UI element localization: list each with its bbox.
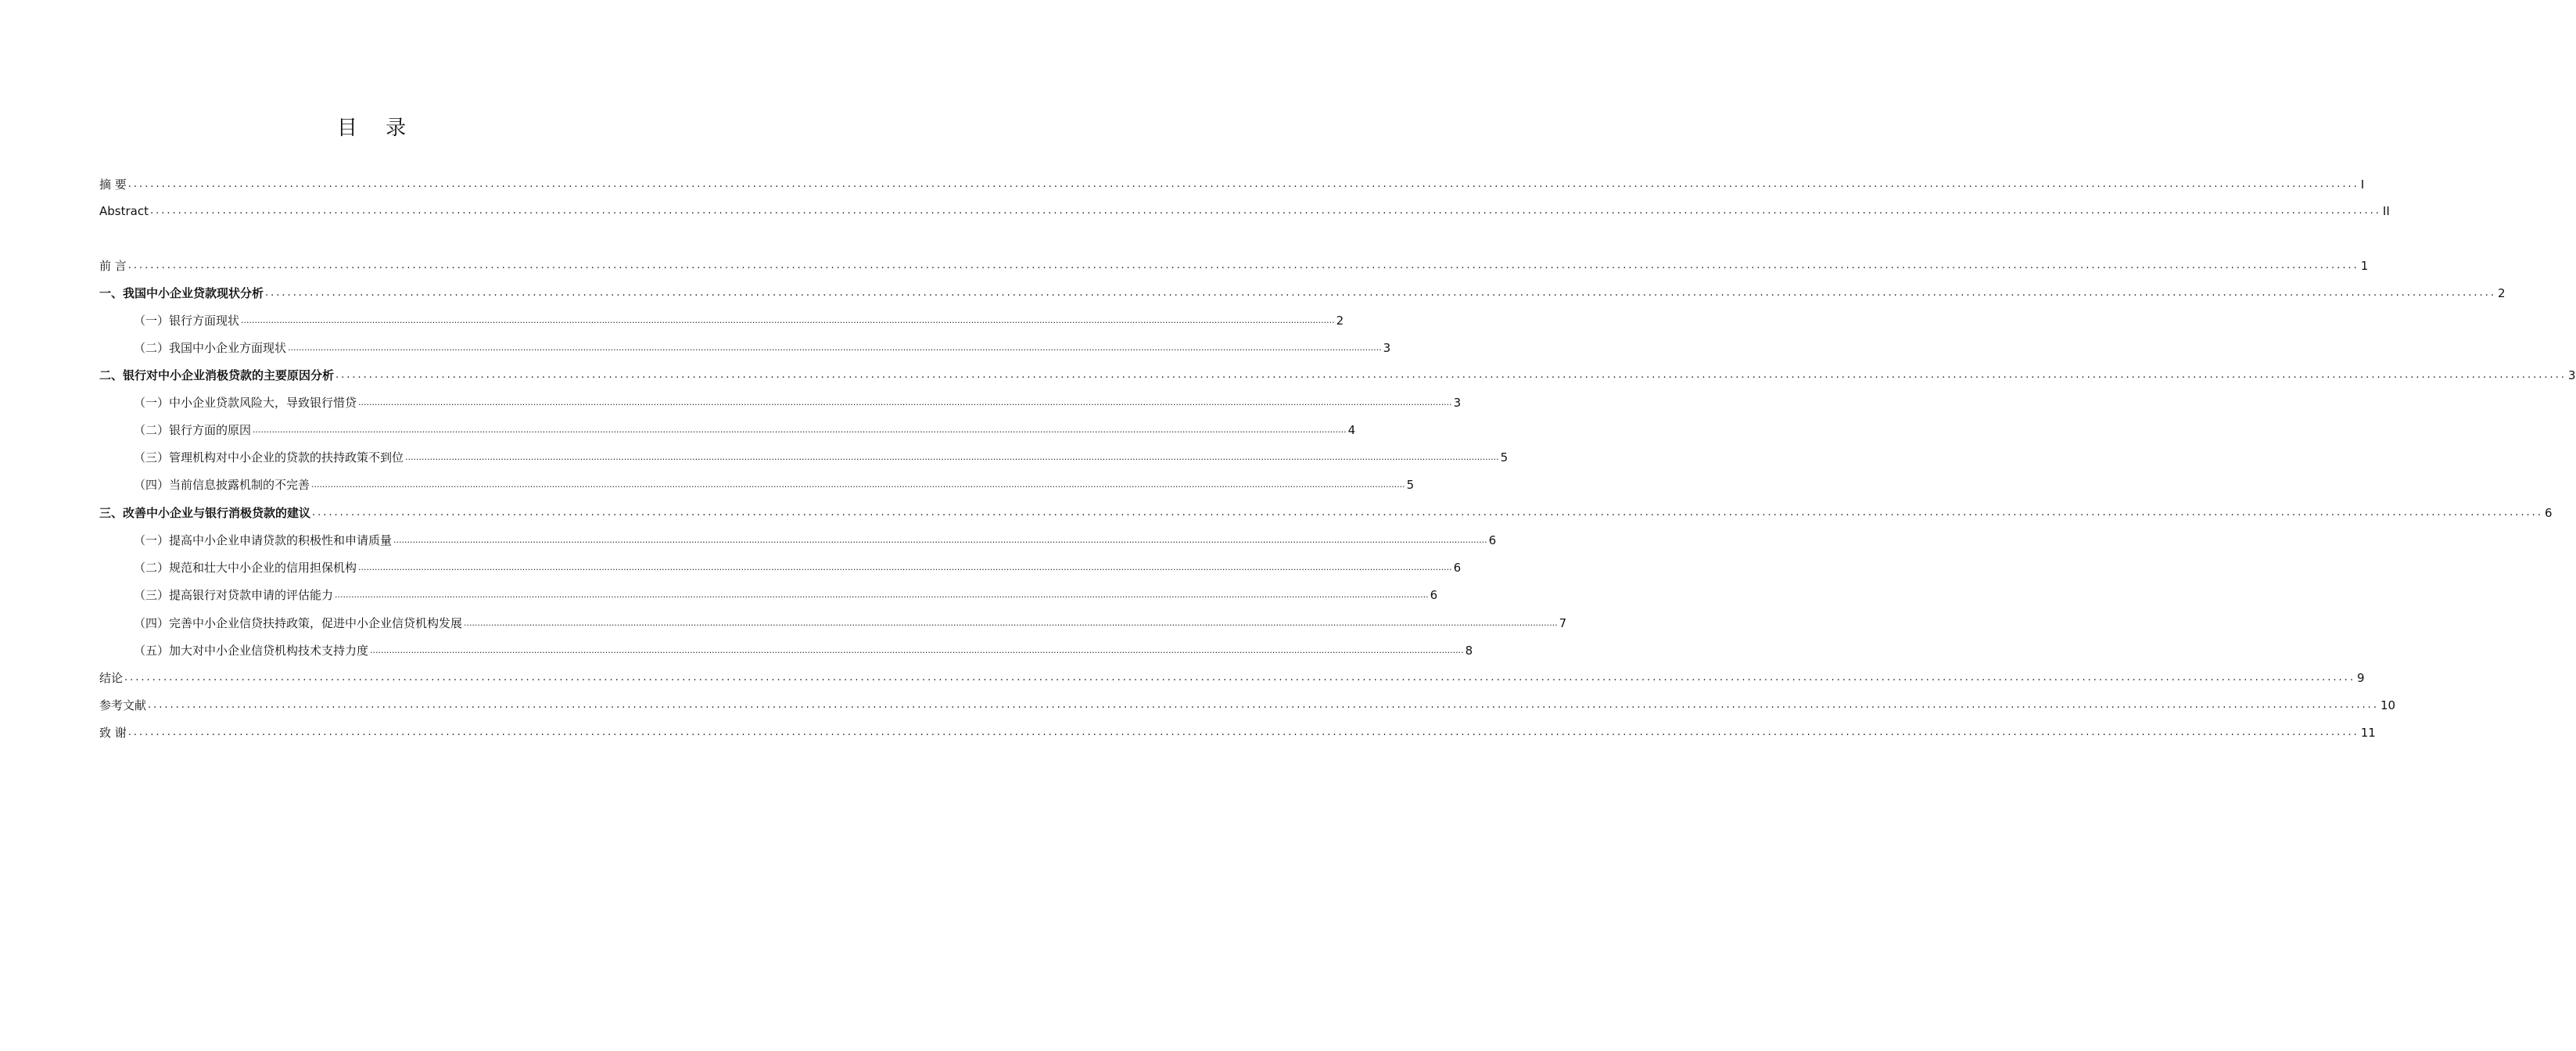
toc-label: （三）管理机构对中小企业的贷款的扶持政策不到位 — [134, 450, 404, 465]
toc-leader-dots: ................................................................................................................................................................................................................................................................................................................................................................................................................ — [370, 645, 1464, 655]
toc-entry-section-2-1[interactable] — [134, 392, 1462, 411]
toc-leader-dots: ................................................................................................................................................................................................................................................................................................................................................................................................................ — [127, 260, 2359, 271]
toc-label: （二）我国中小企业方面现状 — [134, 341, 287, 355]
toc-label: （二）规范和壮大中小企业的信用担保机构 — [134, 561, 357, 575]
toc-entry-acknowledgements[interactable] — [99, 722, 2376, 741]
toc-entry-section-1-2[interactable] — [134, 337, 1391, 356]
toc-entry-section-3-4[interactable] — [134, 612, 1567, 631]
toc-page-number: 5 — [1406, 478, 1415, 492]
toc-leader-dots: ................................................................................................................................................................................................................................................................................................................................................................................................................ — [358, 397, 1452, 407]
toc-entry-abstract-en[interactable] — [99, 200, 2390, 219]
toc-label: Abstract — [99, 204, 149, 218]
toc-page-number: 3 — [1383, 341, 1391, 355]
toc-label: （三）提高银行对贷款申请的评估能力 — [134, 588, 334, 602]
toc-label: 二、银行对中小企业消极贷款的主要原因分析 — [99, 368, 335, 382]
toc-page-number: 3 — [2567, 368, 2576, 382]
toc-leader-dots: ................................................................................................................................................................................................................................................................................................................................................................................................................ — [127, 726, 2359, 738]
toc-page-number: 2 — [1336, 314, 1344, 328]
toc-leader-dots: ................................................................................................................................................................................................................................................................................................................................................................................................................ — [405, 452, 1499, 462]
toc-entry-conclusion[interactable] — [99, 667, 2365, 686]
toc-leader-dots: ................................................................................................................................................................................................................................................................................................................................................................................................................ — [312, 507, 2543, 518]
toc-entry-chapter-3[interactable] — [99, 502, 2553, 521]
toc-entry-abstract-cn[interactable] — [99, 174, 2365, 192]
toc-label: 一、我国中小企业贷款现状分析 — [99, 286, 264, 300]
toc-page-number: 1 — [2360, 259, 2369, 273]
toc-label: 摘 要 — [99, 178, 127, 192]
toc-page-number: 7 — [1559, 616, 1567, 630]
toc-entry-preface[interactable] — [99, 255, 2369, 274]
toc-leader-dots: ................................................................................................................................................................................................................................................................................................................................................................................................................ — [253, 425, 1347, 435]
toc-entry-chapter-1[interactable] — [99, 282, 2506, 301]
toc-label: （五）加大对中小企业信贷机构技术支持力度 — [134, 644, 369, 658]
toc-entry-section-2-4[interactable] — [134, 474, 1415, 493]
toc-leader-dots: ................................................................................................................................................................................................................................................................................................................................................................................................................ — [241, 315, 1335, 325]
toc-page-number: 6 — [1453, 561, 1462, 575]
toc-entry-references[interactable] — [99, 694, 2396, 713]
toc-entry-section-3-2[interactable] — [134, 557, 1462, 576]
toc-label: （一）中小企业贷款风险大，导致银行惜贷 — [134, 396, 357, 410]
toc-entry-section-3-1[interactable] — [134, 529, 1497, 548]
toc-page-number: 6 — [1430, 588, 1438, 602]
toc-entry-section-2-3[interactable] — [134, 447, 1509, 465]
toc-label: 三、改善中小企业与银行消极贷款的建议 — [99, 506, 311, 520]
toc-label: （四）当前信息披露机制的不完善 — [134, 478, 310, 492]
toc-leader-dots: ................................................................................................................................................................................................................................................................................................................................................................................................................ — [358, 562, 1452, 572]
toc-page-number: 3 — [1453, 396, 1462, 410]
toc-page-number: 5 — [1500, 450, 1509, 465]
toc-leader-dots: ................................................................................................................................................................................................................................................................................................................................................................................................................ — [393, 535, 1487, 545]
toc-label: （一）提高中小企业申请贷款的积极性和申请质量 — [134, 533, 393, 547]
toc-entry-section-1-1[interactable] — [134, 310, 1344, 328]
toc-leader-dots: ................................................................................................................................................................................................................................................................................................................................................................................................................ — [311, 479, 1405, 490]
toc-leader-dots: ................................................................................................................................................................................................................................................................................................................................................................................................................ — [335, 369, 2567, 381]
toc-label: 参考文献 — [99, 698, 147, 712]
toc-leader-dots: ................................................................................................................................................................................................................................................................................................................................................................................................................ — [288, 343, 1382, 353]
toc-entry-section-3-3[interactable] — [134, 584, 1438, 603]
toc-leader-dots: ................................................................................................................................................................................................................................................................................................................................................................................................................ — [265, 287, 2496, 299]
toc-leader-dots: ................................................................................................................................................................................................................................................................................................................................................................................................................ — [149, 205, 2381, 217]
toc-page-number: 10 — [2380, 698, 2396, 712]
toc-page-number: 11 — [2360, 726, 2376, 740]
toc-label: （一）银行方面现状 — [134, 314, 240, 328]
toc-leader-dots: ................................................................................................................................................................................................................................................................................................................................................................................................................ — [464, 618, 1558, 628]
toc-entry-section-2-2[interactable] — [134, 419, 1356, 438]
toc-label: 结论 — [99, 671, 124, 685]
toc-entry-section-3-5[interactable] — [134, 640, 1473, 658]
toc-entry-chapter-2[interactable] — [99, 364, 2576, 383]
toc-page-number: 6 — [2544, 506, 2553, 520]
toc-leader-dots: ................................................................................................................................................................................................................................................................................................................................................................................................................ — [124, 672, 2355, 683]
toc-leader-dots: ................................................................................................................................................................................................................................................................................................................................................................................................................ — [148, 699, 2379, 711]
toc-page-number: 9 — [2356, 671, 2365, 685]
toc-label: 致 谢 — [99, 726, 127, 740]
toc-page-number: 6 — [1488, 533, 1497, 547]
toc-label: （二）银行方面的原因 — [134, 423, 252, 437]
toc-page-number: II — [2382, 204, 2390, 218]
toc-page-number: I — [2360, 178, 2365, 192]
toc-leader-dots: ................................................................................................................................................................................................................................................................................................................................................................................................................ — [127, 178, 2359, 190]
toc-label: （四）完善中小企业信贷扶持政策，促进中小企业信贷机构发展 — [134, 616, 463, 630]
toc-label: 前 言 — [99, 259, 127, 273]
toc-page-number: 8 — [1465, 644, 1473, 658]
toc-page-number: 4 — [1347, 423, 1356, 437]
toc-page-number: 2 — [2497, 286, 2506, 300]
page-title: 目 录 — [336, 117, 418, 140]
toc-leader-dots: ................................................................................................................................................................................................................................................................................................................................................................................................................ — [335, 590, 1429, 600]
